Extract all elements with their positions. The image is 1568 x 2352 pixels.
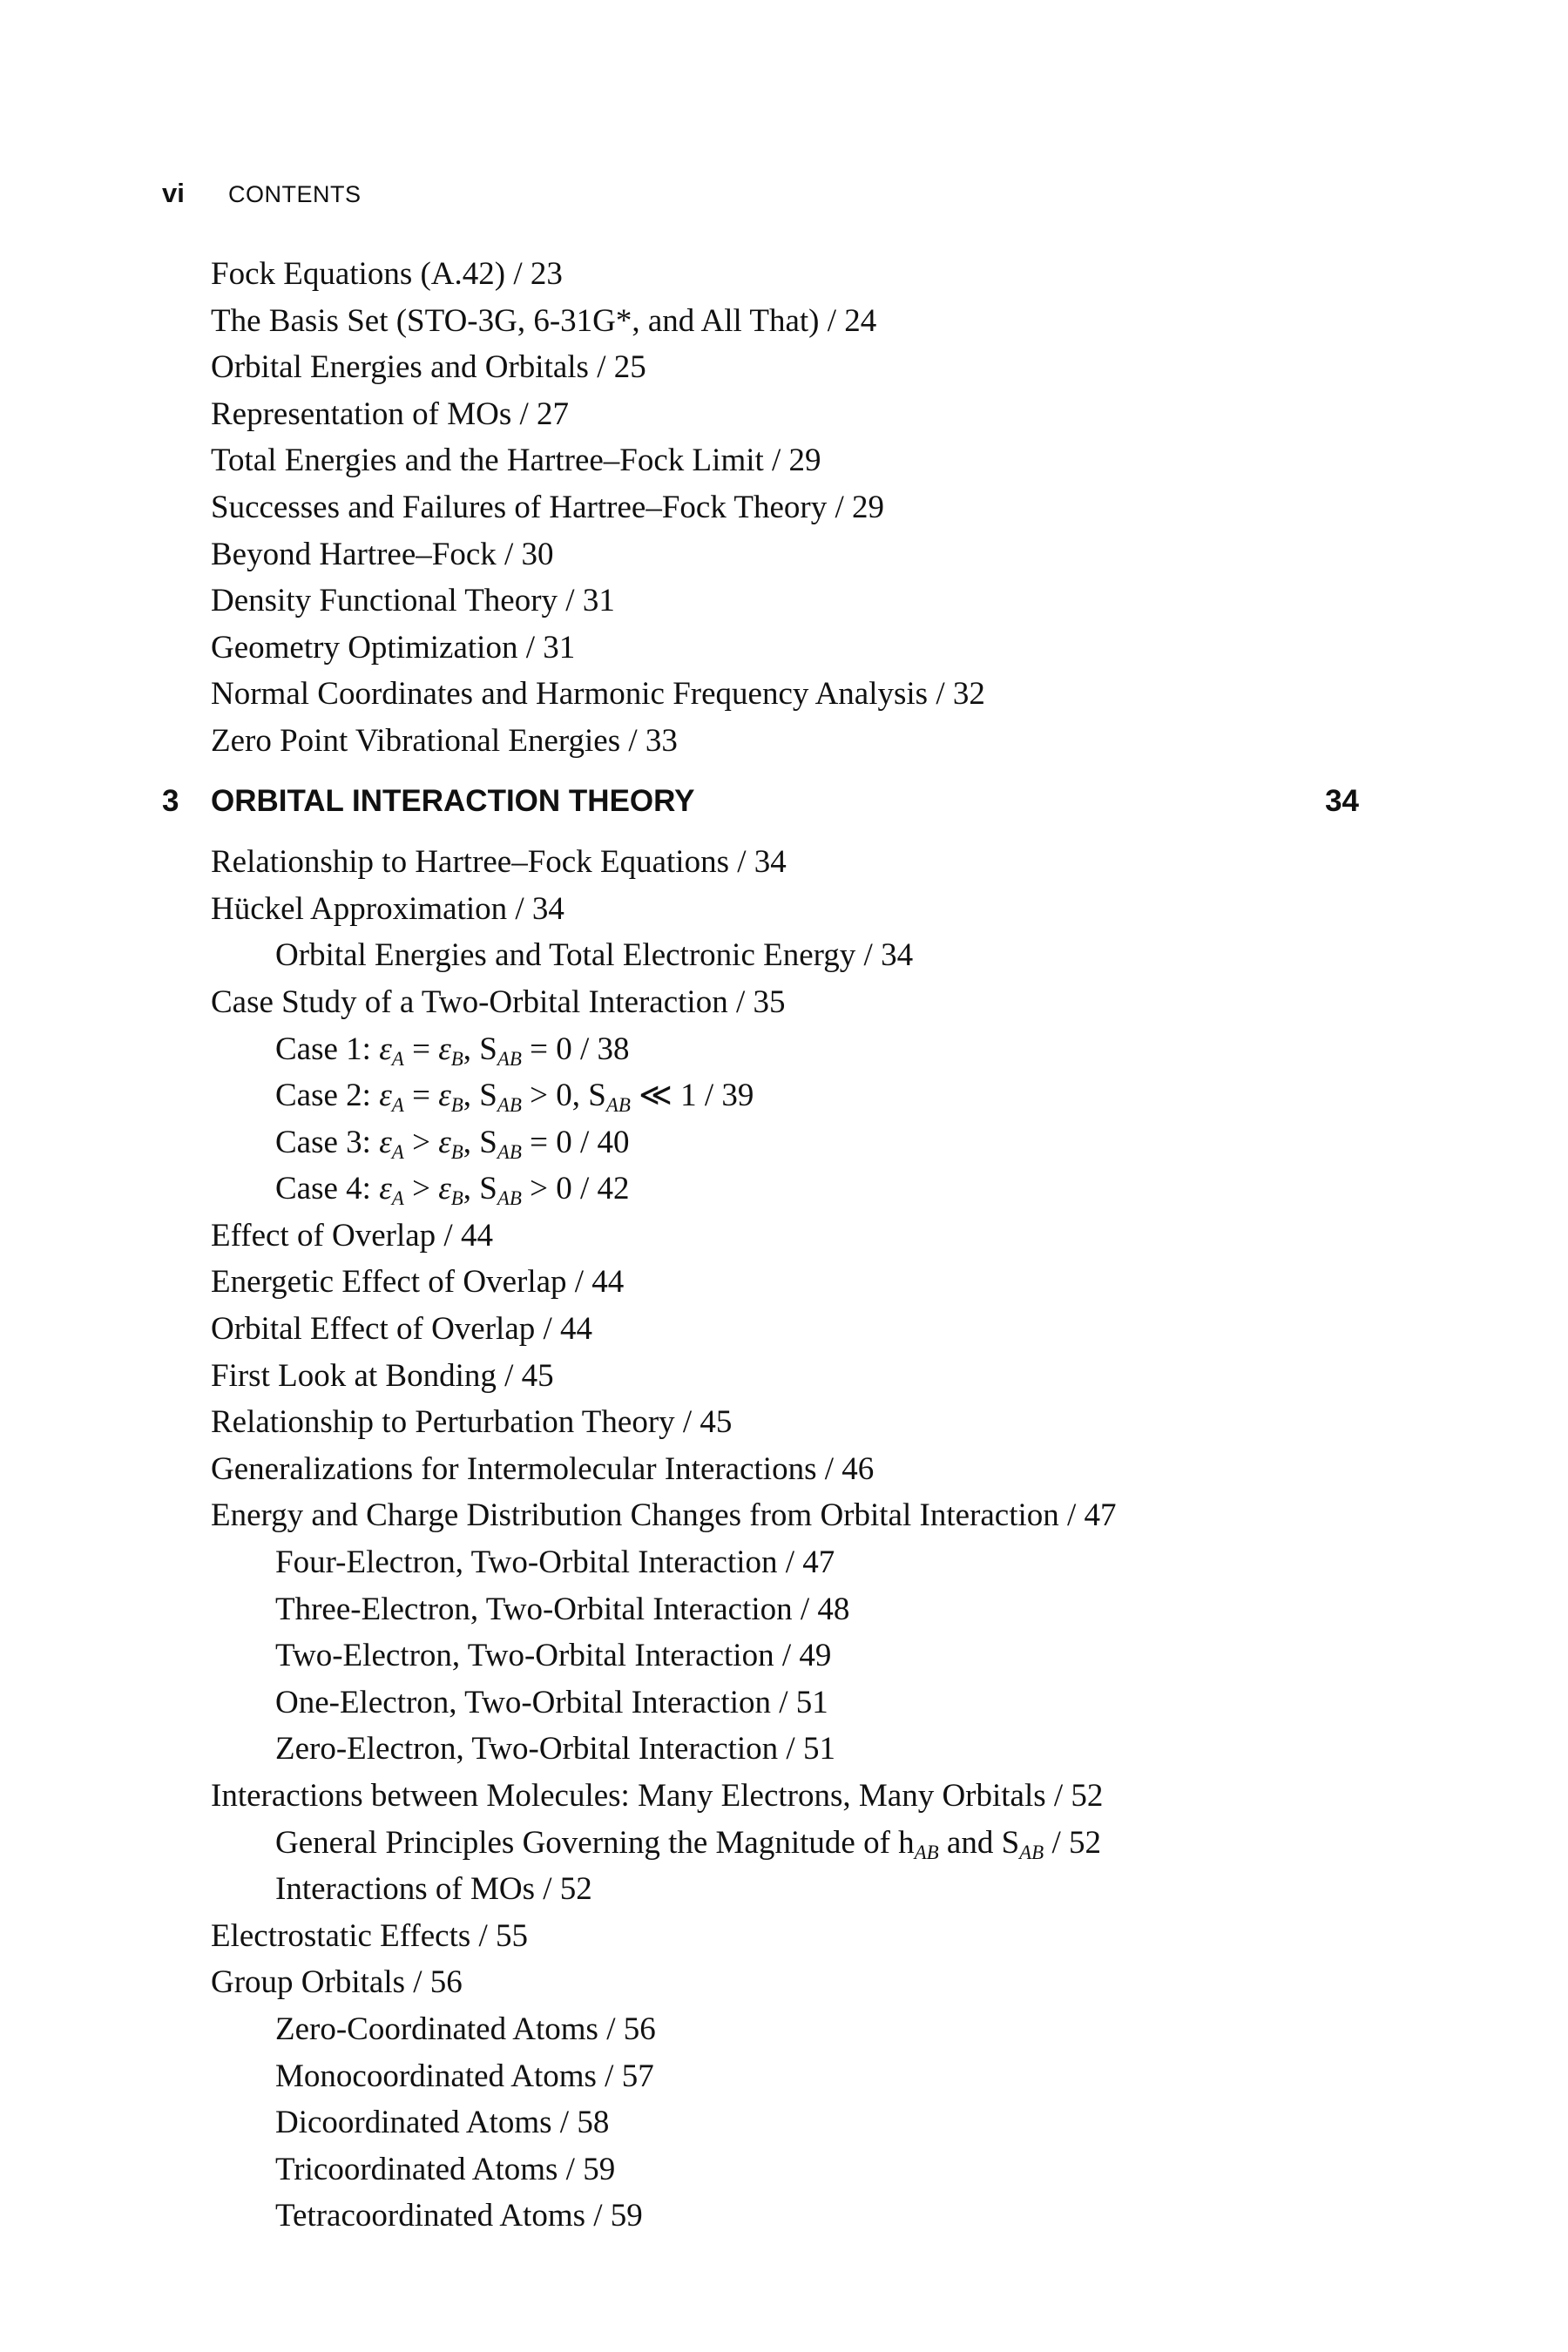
toc-group-head [162,839,1359,1025]
toc-entry[interactable]: Orbital Energies and Orbitals / 25 [211,349,646,386]
toc-entry[interactable]: Tetracoordinated Atoms / 59 [275,2198,643,2234]
toc-entry[interactable]: Hückel Approximation / 34 [211,890,564,927]
toc-entry[interactable]: Beyond Hartree–Fock / 30 [211,536,554,572]
toc-group-before [162,251,1359,765]
toc-entry[interactable]: One-Electron, Two-Orbital Interaction / 51 [275,1684,828,1720]
toc-entry-case-1[interactable]: Case 1: $\varepsilon_A = \varepsilon_B$, $S_{AB} = 0 / 38$ [275,1031,630,1070]
toc-entry[interactable]: First Look at Bonding / 45 [211,1357,554,1394]
toc-entry[interactable]: Effect of Overlap / 44 [211,1217,493,1254]
toc-entry[interactable]: Group Orbitals / 56 [211,1964,463,2001]
page-header [162,178,362,216]
toc-entry[interactable]: Energetic Effect of Overlap / 44 [211,1264,625,1301]
toc-entry[interactable]: Relationship to Perturbation Theory / 45 [211,1404,733,1441]
page-number: vi [162,178,185,208]
toc-entry[interactable]: Interactions of MOs / 52 [275,1871,592,1908]
chapter-heading[interactable] [162,778,1359,825]
chapter-title: ORBITAL INTERACTION THEORY [211,783,695,818]
toc-entry[interactable]: Orbital Effect of Overlap / 44 [211,1311,593,1348]
toc-entry-case-2[interactable]: Case 2: $\varepsilon_A = \varepsilon_B$, $S_{AB} > 0$, $S_{AB}$ ≪ 1 / 39 [275,1078,754,1116]
toc-entry[interactable]: Three-Electron, Two-Orbital Interaction / 48 [275,1591,850,1627]
table-of-contents [162,251,1359,2240]
toc-entry[interactable]: Energy and Charge Distribution Changes from Orbital Interaction / 47 [211,1497,1117,1534]
toc-entry[interactable]: Four-Electron, Two-Orbital Interaction / 47 [275,1544,835,1581]
toc-entry[interactable]: Monocoordinated Atoms / 57 [275,2058,654,2094]
toc-group-after [162,1866,1359,2240]
toc-entry[interactable]: Zero-Coordinated Atoms / 56 [275,2011,656,2047]
toc-entry-case-3[interactable]: Case 3: $\varepsilon_A > \varepsilon_B$, $S_{AB} = 0 / 40$ [275,1124,630,1163]
toc-entry[interactable]: Generalizations for Intermolecular Interactions / 46 [211,1450,875,1487]
chapter-page: 34 [1325,783,1359,818]
toc-entry[interactable]: Interactions between Molecules: Many Electrons, Many Orbitals / 52 [211,1778,1104,1814]
toc-entry[interactable]: Relationship to Hartree–Fock Equations / 34 [211,844,787,881]
chapter-number: 3 [162,783,179,818]
toc-entry[interactable]: Representation of MOs / 27 [211,395,570,432]
running-head: CONTENTS [228,181,362,207]
toc-entry[interactable]: Density Functional Theory / 31 [211,583,615,619]
toc-entry[interactable]: Zero-Electron, Two-Orbital Interaction / 51 [275,1731,835,1767]
toc-entry[interactable]: Successes and Failures of Hartree–Fock Theory / 29 [211,489,885,525]
toc-entry[interactable]: Fock Equations (A.42) / 23 [211,256,563,292]
toc-entry[interactable]: Zero Point Vibrational Energies / 33 [211,722,678,759]
toc-entry[interactable]: Total Energies and the Hartree–Fock Limit / 29 [211,443,821,479]
toc-entry[interactable]: Orbital Energies and Total Electronic Energy / 34 [275,937,914,974]
toc-entry[interactable]: The Basis Set (STO-3G, 6-31G*, and All That) / 24 [211,302,877,339]
toc-entry[interactable]: Normal Coordinates and Harmonic Frequency Analysis / 32 [211,676,985,713]
toc-group-mid [162,1213,1359,1820]
toc-entry[interactable]: Tricoordinated Atoms / 59 [275,2151,616,2187]
toc-entry[interactable]: Case Study of a Two-Orbital Interaction / 35 [211,983,786,1020]
toc-entry[interactable]: Dicoordinated Atoms / 58 [275,2105,610,2141]
toc-entry[interactable]: Geometry Optimization / 31 [211,629,576,666]
toc-entry[interactable]: Two-Electron, Two-Orbital Interaction / 49 [275,1638,832,1674]
toc-entry-general-principles[interactable]: General Principles Governing the Magnitude of $h_{AB}$ and $S_{AB} / 52$ [275,1824,1101,1863]
toc-entry[interactable]: Electrostatic Effects / 55 [211,1917,529,1954]
toc-entry-case-4[interactable]: Case 4: $\varepsilon_A > \varepsilon_B$, $S_{AB} > 0 / 42$ [275,1171,630,1210]
